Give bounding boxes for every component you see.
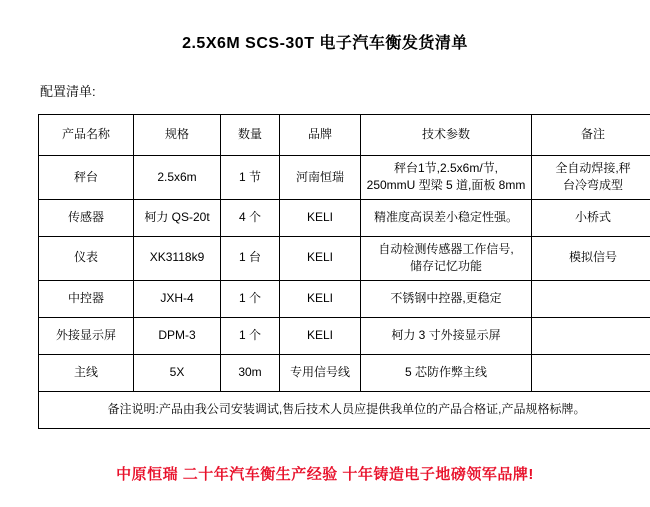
cell-spec: JXH-4 <box>134 280 221 317</box>
cell-params: 精准度高误差小稳定性强。 <box>361 199 532 236</box>
cell-remark <box>532 280 650 317</box>
cell-name: 仪表 <box>39 236 134 280</box>
footer-slogan: 中原恒瑞 二十年汽车衡生产经验 十年铸造电子地磅领军品牌! <box>116 465 534 483</box>
cell-qty: 1 个 <box>221 280 280 317</box>
table-note-row <box>39 391 650 428</box>
cell-name: 中控器 <box>39 280 134 317</box>
cell-brand: KELI <box>280 236 361 280</box>
table-note: 备注说明:产品由我公司安装调试,售后技术人员应提供我单位的产品合格证,产品规格标牌。 <box>39 391 650 428</box>
cell-params-line2: 250mmU 型梁 5 道,面板 8mm <box>366 178 526 193</box>
spec-table-container <box>38 114 631 429</box>
table-row <box>39 156 650 200</box>
cell-name: 外接显示屏 <box>39 317 134 354</box>
cell-remark: 小桥式 <box>532 199 650 236</box>
column-header-remark: 备注 <box>532 115 650 156</box>
cell-spec: DPM-3 <box>134 317 221 354</box>
spec-table <box>38 114 650 429</box>
cell-params <box>361 236 532 280</box>
table-header-row <box>39 115 650 156</box>
cell-qty: 30m <box>221 354 280 391</box>
cell-spec: 2.5x6m <box>134 156 221 200</box>
column-header-params: 技术参数 <box>361 115 532 156</box>
cell-params-line1: 秤台1节,2.5x6m/节, <box>393 161 499 175</box>
cell-params: 不锈钢中控器,更稳定 <box>361 280 532 317</box>
cell-brand: 河南恒瑞 <box>280 156 361 200</box>
cell-remark: 模拟信号 <box>532 236 650 280</box>
table-row <box>39 280 650 317</box>
table-row <box>39 317 650 354</box>
cell-remark <box>532 317 650 354</box>
cell-params: 柯力 3 寸外接显示屏 <box>361 317 532 354</box>
config-list-label: 配置清单: <box>40 84 96 99</box>
column-header-brand: 品牌 <box>280 115 361 156</box>
cell-name: 传感器 <box>39 199 134 236</box>
cell-params-line1: 自动检测传感器工作信号, <box>378 241 514 256</box>
column-header-qty: 数量 <box>221 115 280 156</box>
column-header-name: 产品名称 <box>39 115 134 156</box>
cell-qty: 1 台 <box>221 236 280 280</box>
cell-params <box>361 156 532 200</box>
cell-qty: 1 个 <box>221 317 280 354</box>
cell-qty: 4 个 <box>221 199 280 236</box>
table-row <box>39 354 650 391</box>
cell-remark <box>532 156 650 200</box>
cell-name: 秤台 <box>39 156 134 200</box>
cell-brand: KELI <box>280 199 361 236</box>
cell-name: 主线 <box>39 354 134 391</box>
page-title: 2.5X6M SCS-30T 电子汽车衡发货清单 <box>182 35 468 52</box>
cell-params: 5 芯防作弊主线 <box>361 354 532 391</box>
cell-remark <box>532 354 650 391</box>
cell-brand: 专用信号线 <box>280 354 361 391</box>
cell-remark-line2: 台冷弯成型 <box>562 178 623 193</box>
cell-spec: 柯力 QS-20t <box>134 199 221 236</box>
column-header-spec: 规格 <box>134 115 221 156</box>
cell-qty: 1 节 <box>221 156 280 200</box>
table-row <box>39 236 650 280</box>
cell-remark-line1: 全自动焊接,秤 <box>555 161 631 175</box>
cell-params-line2: 储存记忆功能 <box>409 259 482 274</box>
cell-brand: KELI <box>280 280 361 317</box>
table-row <box>39 199 650 236</box>
cell-spec: 5X <box>134 354 221 391</box>
cell-spec: XK3118k9 <box>134 236 221 280</box>
cell-brand: KELI <box>280 317 361 354</box>
